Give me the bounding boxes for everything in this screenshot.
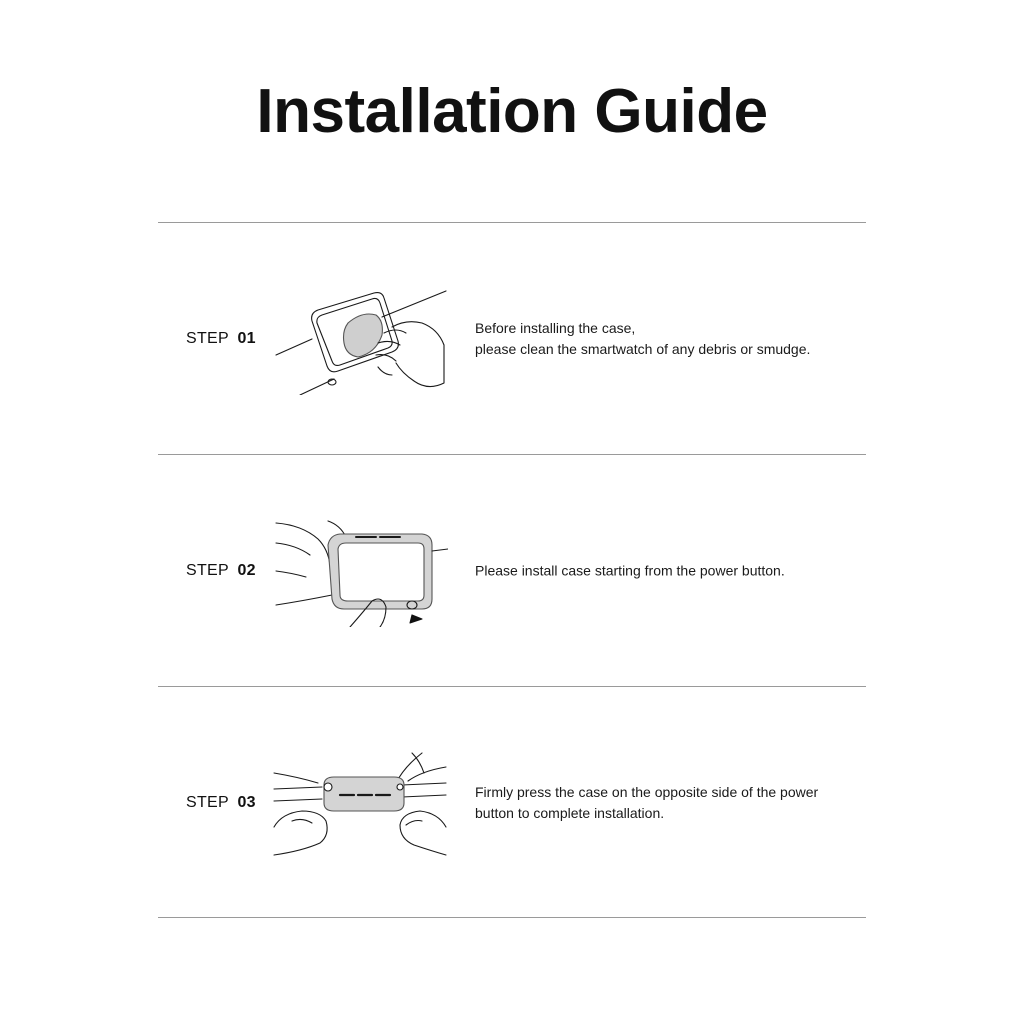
- press-case-icon: [272, 747, 448, 859]
- cleaning-cloth-icon: [272, 283, 448, 395]
- step-03: [158, 687, 866, 918]
- step-label: STEP 03: [186, 793, 256, 811]
- step-description: Before installing the case, please clean the smartwatch of any debris or smudge.: [475, 319, 811, 357]
- step-01: [158, 223, 866, 454]
- step-number: 01: [237, 329, 256, 347]
- step-description: Please install case starting from the power button.: [475, 562, 785, 578]
- step-label: STEP 02: [186, 561, 256, 579]
- page-title: Installation Guide: [256, 77, 768, 146]
- install-case-icon: [272, 515, 448, 627]
- step-number: 02: [237, 561, 256, 579]
- step-label: STEP 01: [186, 329, 256, 347]
- step-02: [158, 455, 866, 686]
- step-number: 03: [237, 793, 256, 811]
- step-description: Firmly press the case on the opposite side of the power button to complete installation.: [475, 783, 819, 821]
- divider: [158, 917, 866, 918]
